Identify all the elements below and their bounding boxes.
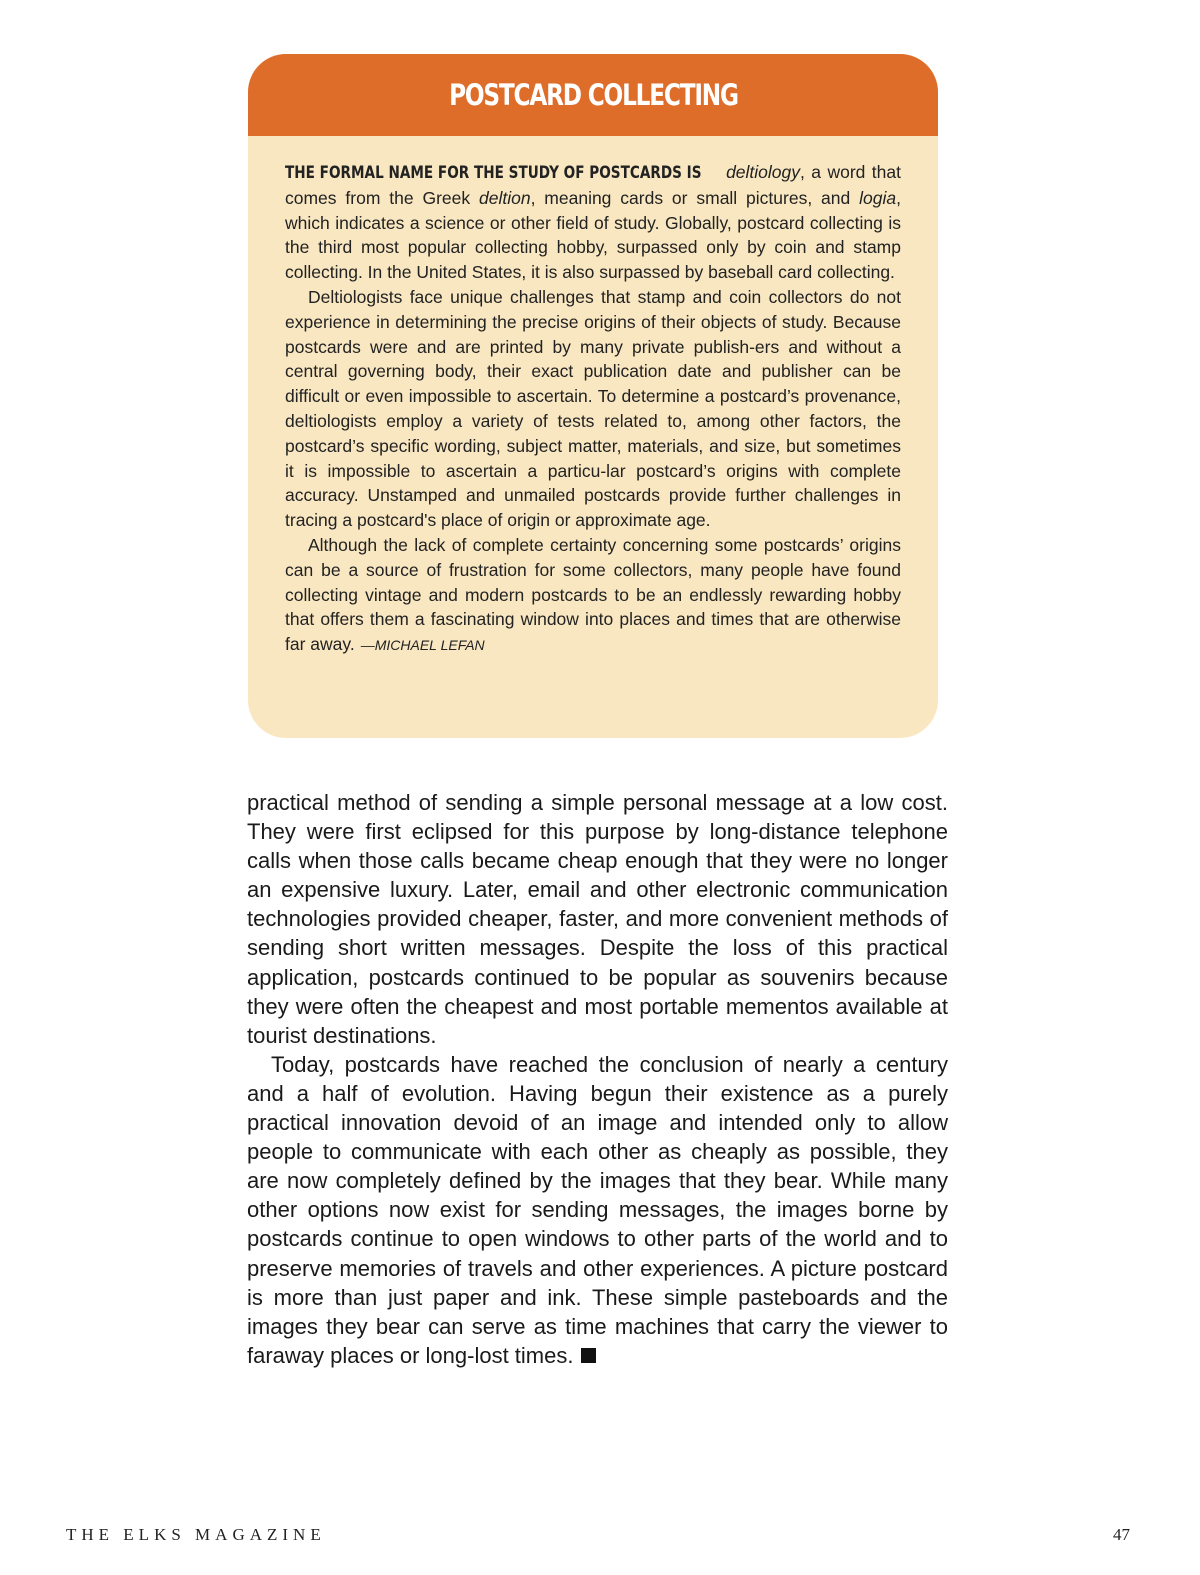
footer-magazine-name: THE ELKS MAGAZINE — [66, 1525, 326, 1544]
sidebar-text: , meaning cards or small pictures, and — [530, 187, 860, 208]
end-mark-icon — [581, 1348, 596, 1363]
sidebar-term-deltion: deltion — [478, 187, 531, 208]
sidebar-text: , which indicates a science or other field of study. Globally, postcard collecting is the third most popular collecting hobby, surpassed only by coin and stamp collecting. In the United States, it is also surpassed by baseball card collecting. — [285, 187, 901, 283]
sidebar-term-deltiology: deltiology — [726, 162, 801, 182]
sidebar-byline: —MICHAEL LEFAN — [360, 637, 485, 654]
sidebar-body — [248, 136, 938, 658]
sidebar-text: , a word that comes from the Greek — [285, 162, 901, 208]
sidebar-text: Although the lack of complete certainty concerning some postcards’ origins can be a source of frustration for some collectors, many people have found collecting vintage and modern postcards to be an endlessly rewarding hobby that offers them a fascinating window into places and times that are otherwise far away. — [285, 534, 901, 655]
sidebar-box — [248, 54, 938, 738]
sidebar-paragraph-1 — [285, 160, 901, 285]
sidebar-lead-caps: THE FORMAL NAME FOR THE STUDY OF POSTCARDS IS — [285, 163, 702, 183]
article-text: Today, postcards have reached the conclusion of nearly a century and a half of evolution. Having begun their existence as a purely practical innovation devoid of an image and intended only to allow people to communicate with each other as cheaply as possible, they are now completely defined by the images that they bear. While many other options now exist for sending messages, the images borne by postcards continue to open windows to other parts of the world and to preserve memories of travels and other experiences. A picture postcard is more than just paper and ink. These simple pasteboards and the images they bear can serve as time machines that carry the viewer to faraway places or long-lost times. — [247, 1051, 948, 1368]
article-paragraph-2 — [247, 1050, 948, 1370]
sidebar-title: POSTCARD COLLECTING — [448, 78, 738, 112]
article-paragraph-1: practical method of sending a simple personal message at a low cost. They were first eclipsed for this purpose by long-distance telephone calls when those calls became cheap enough that they were no longer an expensive luxury. Later, email and other electronic communication technologies provided cheaper, faster, and more convenient methods of sending short written messages. Despite the loss of this practical application, postcards continued to be popular as souvenirs because they were often the cheapest and most portable mementos available at tourist destinations. — [247, 790, 948, 1048]
sidebar-header — [248, 54, 938, 136]
article-body — [247, 788, 948, 1370]
sidebar-paragraph-2: Deltiologists face unique challenges that stamp and coin collectors do not experience in determining the precise origins of their objects of study. Because postcards were and are printed by many private publish-ers and without a central governing body, their exact publication date and publisher can be difficult or even impossible to ascertain. To determine a postcard’s provenance, deltiologists employ a variety of tests related to, among other factors, the postcard’s specific wording, subject matter, materials, and size, but sometimes it is impossible to ascertain a particu-lar postcard’s origins with complete accuracy. Unstamped and unmailed postcards provide further challenges in tracing a postcard's place of origin or approximate age. — [285, 286, 901, 531]
sidebar-term-logia: logia — [859, 187, 897, 208]
sidebar-paragraph-3 — [285, 533, 901, 658]
footer-page-number: 47 — [1113, 1525, 1130, 1544]
